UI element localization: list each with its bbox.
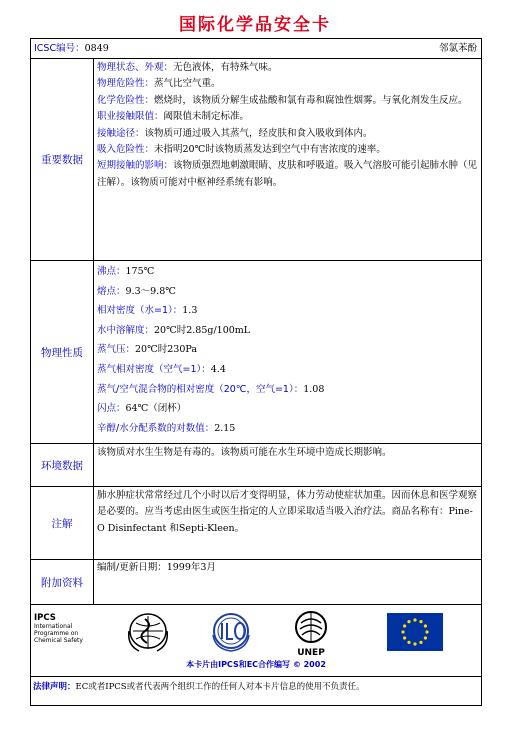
property-key: 化学危险性： [97, 94, 155, 106]
property-value: 阈限值未制定标准。 [163, 111, 250, 123]
property-line [97, 60, 479, 76]
icsc-card [30, 38, 482, 706]
property-value: 9.3～9.8℃ [125, 285, 176, 297]
property-line [97, 360, 479, 380]
property-line [97, 93, 479, 109]
eu-flag-icon [387, 613, 443, 651]
property-key: 蒸气/空气混合物的相对密度（20℃，空气=1）： [97, 383, 304, 395]
legal-notice-text: 法律声明：EC或者IPCS或者代表两个组织工作的任何人对本卡片信息的使用不负责任。 [33, 682, 365, 692]
section-physical-properties [31, 261, 481, 444]
eu-star-icon [424, 624, 427, 627]
property-line [97, 399, 479, 419]
section-label: 重要数据 [31, 59, 94, 260]
property-key: 吸入危险性： [97, 144, 155, 156]
eu-star-icon [413, 642, 416, 645]
eu-star-icon [419, 641, 422, 644]
section-label: 附加资料 [31, 560, 94, 604]
property-key: 辛醇/水分配系数的对数值： [97, 422, 215, 434]
property-value: 未指明20℃时该物质蒸发达到空气中有害浓度的速率。 [154, 144, 386, 156]
section-content: 该物质对水生生物是有毒的。该物质可能在水生环境中造成长期影响。 [97, 447, 392, 458]
property-line [97, 419, 479, 439]
property-value: 64℃（闭杯） [125, 403, 187, 415]
property-line [97, 301, 479, 321]
section-content [95, 261, 481, 443]
property-line [97, 262, 479, 282]
section-content [95, 59, 481, 260]
property-value: 无色液体，有特殊气味。 [173, 62, 278, 73]
property-key: 短期接触的影响： [97, 160, 174, 172]
property-value: 蒸气比空气重。 [154, 78, 221, 90]
unep-logo: UNEP [287, 609, 335, 658]
property-line [97, 321, 479, 341]
eu-star-icon [403, 636, 406, 639]
section-content: 编制/更新日期：1999年3月 [97, 562, 216, 573]
property-value: 燃烧时，该物质分解生成盐酸和氯有毒和腐蚀性烟雾。与氧化剂发生反应。 [154, 94, 468, 106]
property-value: 1.3 [182, 305, 198, 317]
property-key: 物理危险性： [97, 78, 155, 90]
icsc-code: 0849 [84, 43, 109, 54]
property-key: 职业接触限值： [97, 111, 164, 123]
property-value: 该物质可通过吸入其蒸气，经皮肤和食入吸收到体内。 [144, 127, 373, 139]
section-important-data [31, 59, 481, 261]
property-line [97, 142, 479, 158]
section-additional [31, 560, 481, 605]
ipcs-logo: IPCS International Programme on Chemical Safety [34, 613, 83, 644]
section-label: 注解 [31, 487, 94, 559]
property-key: 相对密度（水=1）： [97, 305, 183, 317]
section-label: 环境数据 [31, 444, 94, 486]
property-line [97, 109, 479, 125]
eu-star-icon [407, 620, 410, 623]
property-key: 蒸气压： [97, 344, 136, 356]
eu-star-icon [425, 630, 428, 633]
property-line [97, 158, 479, 191]
eu-star-icon [419, 620, 422, 623]
eu-star-icon [407, 641, 410, 644]
section-environment [31, 444, 481, 487]
section-label: 物理性质 [31, 261, 94, 443]
property-value: 20℃时230Pa [135, 344, 197, 356]
property-value: 20℃时2.85g/100mL [154, 324, 251, 336]
property-value: 2.15 [214, 422, 236, 434]
property-key: 接触途径： [97, 127, 145, 139]
property-key: 物理状态、外观： [97, 62, 174, 73]
card-title: 国际化学品安全卡 [179, 15, 331, 35]
footer-credit: 本卡片由IPCS和EC合作编写 © 2002 [186, 660, 326, 669]
who-emblem-icon [123, 611, 173, 655]
property-line [97, 340, 479, 360]
property-value: 4.4 [210, 363, 226, 375]
chemical-name: 邻氯苯酚 [438, 43, 477, 54]
eu-star-icon [403, 624, 406, 627]
property-value: 1.08 [303, 383, 325, 395]
property-line [97, 76, 479, 92]
card-header [31, 39, 481, 59]
property-value: 175℃ [125, 266, 155, 277]
unep-emblem-icon [291, 609, 331, 645]
property-key: 沸点： [97, 266, 126, 277]
property-line [97, 282, 479, 302]
footer-logos [31, 605, 481, 677]
section-content: 肺水肿症状常常经过几个小时以后才变得明显，体力劳动使症状加重。因而休息和医学观察是必要的。应当考虑由医生或医生指定的人立即采取适当吸入治疗法。商品名称有：Pine-O Disinfectant 和Septi-Kleen。 [97, 490, 478, 534]
eu-star-icon [413, 618, 416, 621]
eu-star-icon [401, 630, 404, 633]
property-line [97, 126, 479, 142]
property-key: 熔点： [97, 285, 126, 297]
ilo-emblem-icon [207, 611, 255, 655]
property-key: 闪点： [97, 403, 126, 415]
eu-star-icon [424, 636, 427, 639]
icsc-code-label: ICSC编号： [34, 43, 85, 54]
property-line [97, 380, 479, 400]
section-notes [31, 487, 481, 560]
property-key: 蒸气相对密度（空气=1）： [97, 363, 211, 375]
property-key: 水中溶解度： [97, 324, 155, 336]
property-value: 该物质强烈地刺激眼睛、皮肤和呼吸道。吸入气溶胶可能引起肺水肿（见注解）。该物质可能对中枢神经系统有影响。 [97, 160, 478, 188]
